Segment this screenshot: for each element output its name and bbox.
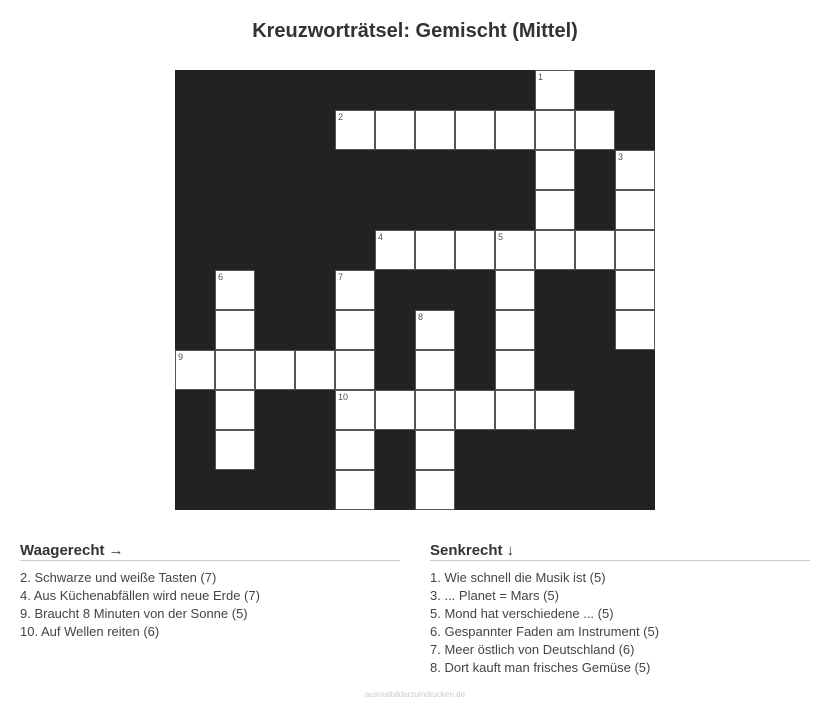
crossword-cell[interactable] bbox=[535, 110, 575, 150]
crossword-cell[interactable] bbox=[615, 310, 655, 350]
down-clue: 5. Mond hat verschiedene ... (5) bbox=[430, 606, 614, 621]
crossword-cell[interactable] bbox=[415, 110, 455, 150]
clue-number: 4 bbox=[378, 232, 384, 242]
crossword-cell[interactable] bbox=[415, 230, 455, 270]
crossword-cell[interactable] bbox=[335, 390, 375, 430]
crossword-cell[interactable] bbox=[375, 230, 415, 270]
crossword-cell[interactable] bbox=[455, 110, 495, 150]
down-heading bbox=[430, 541, 810, 561]
crossword-cell[interactable] bbox=[375, 110, 415, 150]
crossword-cell[interactable] bbox=[495, 230, 535, 270]
crossword-cell[interactable] bbox=[415, 390, 455, 430]
down-clue: 7. Meer östlich von Deutschland (6) bbox=[430, 642, 635, 657]
crossword-cell[interactable] bbox=[495, 110, 535, 150]
crossword-cell[interactable] bbox=[215, 350, 255, 390]
clue-number: 9 bbox=[178, 352, 184, 362]
crossword-cell[interactable] bbox=[455, 390, 495, 430]
crossword-cell[interactable] bbox=[415, 310, 455, 350]
clue-number: 3 bbox=[618, 152, 624, 162]
right-arrow-icon: → bbox=[108, 542, 124, 559]
crossword-cell[interactable] bbox=[215, 310, 255, 350]
crossword-cell[interactable] bbox=[335, 350, 375, 390]
crossword-cell[interactable] bbox=[535, 190, 575, 230]
clue-number: 2 bbox=[338, 112, 344, 122]
crossword-grid bbox=[175, 70, 655, 510]
across-clue: 2. Schwarze und weiße Tasten (7) bbox=[20, 570, 217, 585]
across-clue: 9. Braucht 8 Minuten von der Sonne (5) bbox=[20, 606, 248, 621]
down-clue: 8. Dort kauft man frisches Gemüse (5) bbox=[430, 660, 651, 675]
down-arrow-icon: ↓ bbox=[506, 542, 515, 559]
across-clues-section bbox=[20, 541, 400, 641]
crossword-cell[interactable] bbox=[535, 70, 575, 110]
crossword-cell[interactable] bbox=[495, 310, 535, 350]
crossword-cell[interactable] bbox=[215, 430, 255, 470]
clue-number: 1 bbox=[538, 72, 544, 82]
crossword-cell[interactable] bbox=[575, 110, 615, 150]
crossword-cell[interactable] bbox=[575, 230, 615, 270]
crossword-cell[interactable] bbox=[255, 350, 295, 390]
crossword-cell[interactable] bbox=[335, 110, 375, 150]
crossword-cell[interactable] bbox=[335, 470, 375, 510]
clue-number: 8 bbox=[418, 312, 424, 322]
crossword-cell[interactable] bbox=[215, 390, 255, 430]
crossword-cell[interactable] bbox=[535, 150, 575, 190]
crossword-cell[interactable] bbox=[335, 430, 375, 470]
clue-number: 5 bbox=[498, 232, 504, 242]
crossword-cell[interactable] bbox=[495, 390, 535, 430]
footer-watermark: ausmalbilderzumdrucken.de bbox=[364, 690, 466, 699]
across-clue-list bbox=[20, 569, 400, 641]
crossword-cell[interactable] bbox=[175, 350, 215, 390]
down-clue-list bbox=[430, 569, 810, 677]
crossword-cell[interactable] bbox=[375, 390, 415, 430]
clue-number: 7 bbox=[338, 272, 344, 282]
crossword-cell[interactable] bbox=[335, 310, 375, 350]
crossword-cell[interactable] bbox=[295, 350, 335, 390]
across-heading-label: Waagerecht bbox=[20, 542, 105, 559]
crossword-cell[interactable] bbox=[415, 350, 455, 390]
down-clue: 6. Gespannter Faden am Instrument (5) bbox=[430, 624, 660, 639]
crossword-cell[interactable] bbox=[415, 470, 455, 510]
down-clues-section bbox=[430, 541, 810, 677]
down-heading-label: Senkrecht bbox=[430, 542, 503, 559]
crossword-cell[interactable] bbox=[615, 270, 655, 310]
crossword-cell[interactable] bbox=[615, 190, 655, 230]
crossword-cell[interactable] bbox=[495, 270, 535, 310]
crossword-cell[interactable] bbox=[615, 230, 655, 270]
crossword-cell[interactable] bbox=[335, 270, 375, 310]
crossword-cell[interactable] bbox=[415, 430, 455, 470]
down-clue: 1. Wie schnell die Musik ist (5) bbox=[430, 570, 606, 585]
down-clue: 3. ... Planet = Mars (5) bbox=[430, 588, 559, 603]
across-clue: 10. Auf Wellen reiten (6) bbox=[20, 624, 160, 639]
crossword-cell[interactable] bbox=[215, 270, 255, 310]
crossword-cell[interactable] bbox=[615, 150, 655, 190]
across-clue: 4. Aus Küchenabfällen wird neue Erde (7) bbox=[20, 588, 260, 603]
across-heading bbox=[20, 541, 400, 561]
crossword-cell[interactable] bbox=[495, 350, 535, 390]
crossword-cell[interactable] bbox=[535, 230, 575, 270]
clue-number: 10 bbox=[338, 392, 349, 402]
crossword-cell[interactable] bbox=[535, 390, 575, 430]
puzzle-title: Kreuzworträtsel: Gemischt (Mittel) bbox=[252, 20, 578, 42]
crossword-cell[interactable] bbox=[455, 230, 495, 270]
clue-number: 6 bbox=[218, 272, 224, 282]
